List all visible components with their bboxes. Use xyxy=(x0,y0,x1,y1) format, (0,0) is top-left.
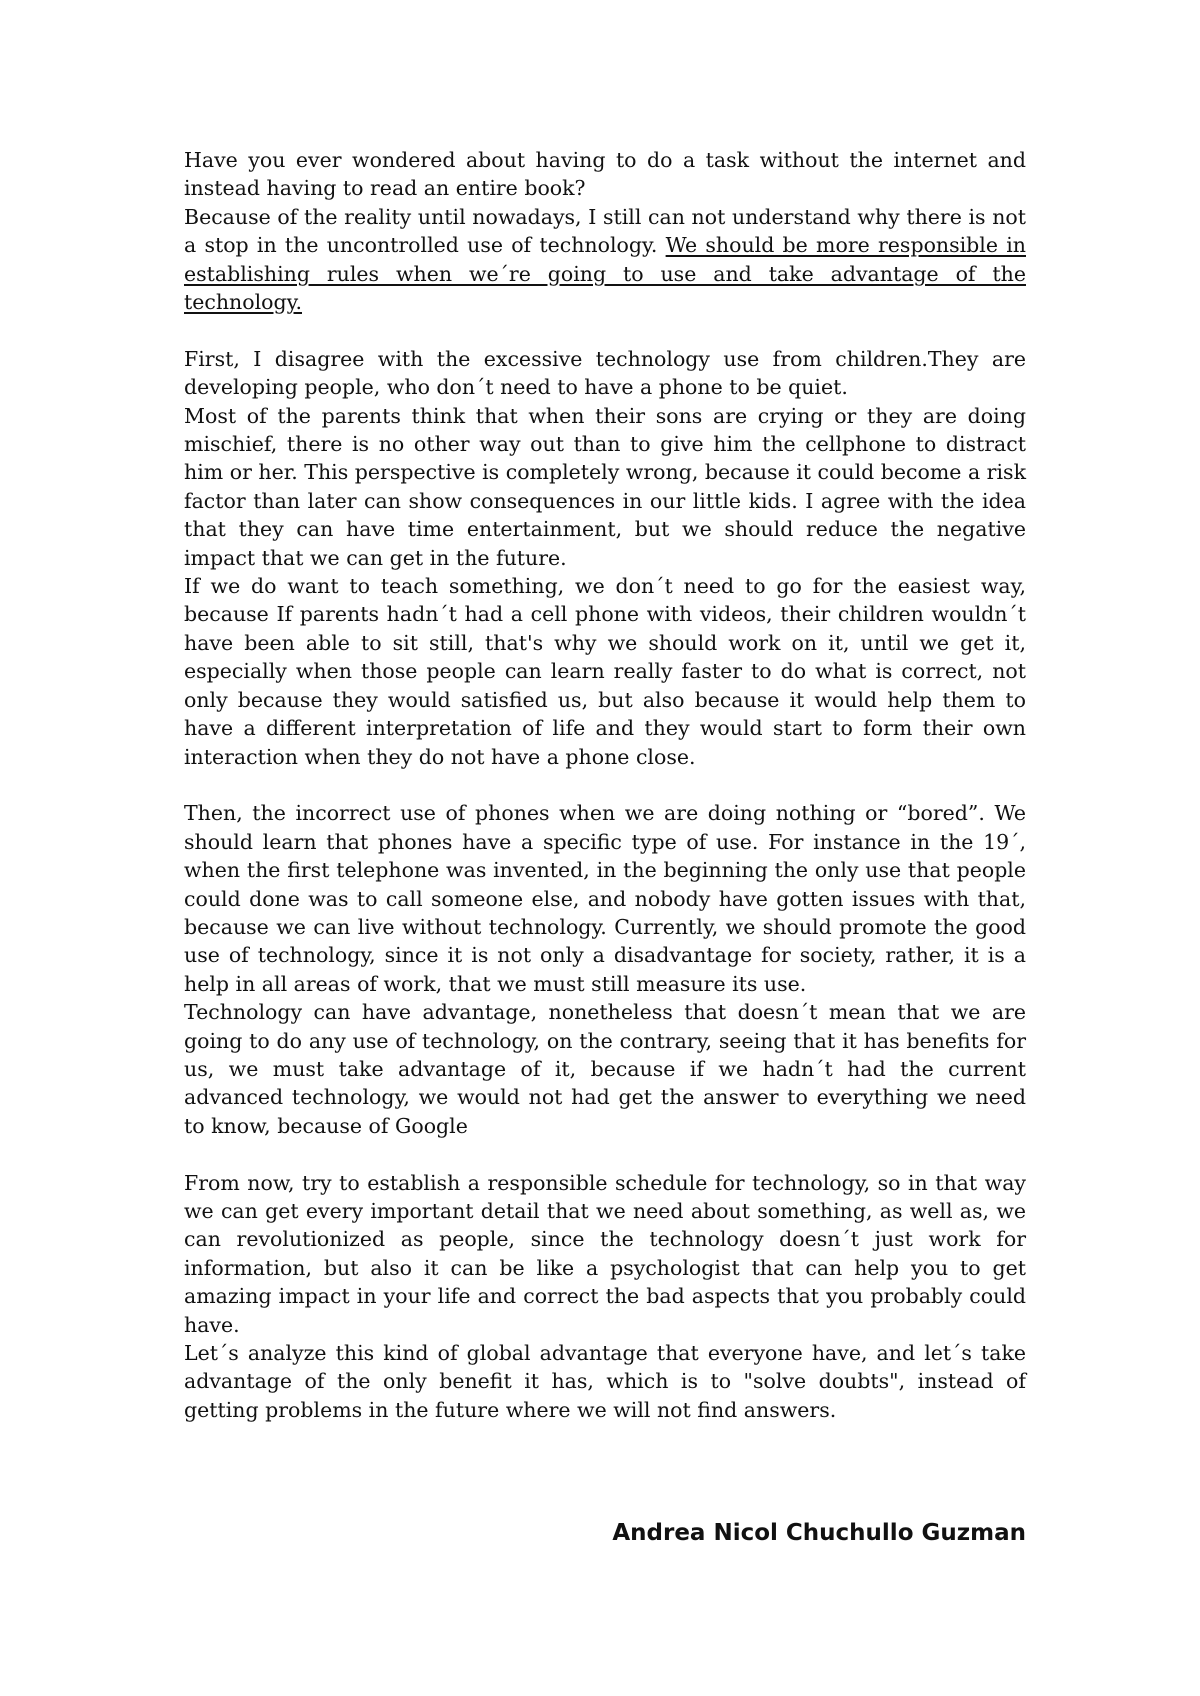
paragraph-gap xyxy=(184,316,1026,344)
author-signature: Andrea Nicol Chuchullo Guzman xyxy=(612,1520,1026,1546)
body2-advantage-paragraph: Technology can have advantage, nonetheless that doesn´t mean that we are going to do any use of technology, on the contrary, seeing that it has benefits for us, we must take advantage of it, because if we hadn´t had the current advanced technology, we would not had get the answer to everything we need to know, because of Google xyxy=(184,1000,1026,1138)
essay-body xyxy=(184,146,1026,1424)
paragraph-gap xyxy=(184,771,1026,799)
thesis-statement: We should be more responsible in establishing rules when we´re going to use and take advantage of the technology. xyxy=(184,233,1026,315)
body1-teaching-paragraph: If we do want to teach something, we don´t need to go for the easiest way, because If parents hadn´t had a cell phone with videos, their children wouldn´t have been able to sit still, that's why we should work on it, until we get it, especially when those people can learn really faster to do what is correct, not only because they would satisfied us, but also because it would help them to have a different interpretation of life and they would start to form their own interaction when they do not have a phone close. xyxy=(184,574,1026,769)
intro-context-text: Because of the reality until nowadays, I still can not understand why there is not a stop in the uncontrolled use of technology. xyxy=(184,204,1026,258)
body1-parents-paragraph: Most of the parents think that when their sons are crying or they are doing mischief, there is no other way out than to give him the cellphone to distract him or her. This perspective is completely wrong, because it could become a risk factor than later can show consequences in our little kids. I agree with the idea that they can have time entertainment, but we should reduce the negative impact that we can get in the future. xyxy=(184,403,1026,570)
conclusion-paragraph: From now, try to establish a responsible schedule for technology, so in that way we can get every important detail that we need about something, as well as, we can revolutionized as people, since the technology doesn´t just work for information, but also it can be like a psychologist that can help you to get amazing impact in your life and correct the bad aspects that you probably could have. xyxy=(184,1170,1026,1337)
body1-topic-paragraph: First, I disagree with the excessive technology use from children.They are developing people, who don´t need to have a phone to be quiet. xyxy=(184,346,1026,400)
paragraph-gap xyxy=(184,1140,1026,1168)
intro-thesis-paragraph xyxy=(184,203,1026,317)
closing-paragraph: Let´s analyze this kind of global advantage that everyone have, and let´s take advantage of the only benefit it has, which is to "solve doubts", instead of getting problems in the future where we will not find answers. xyxy=(184,1341,1026,1422)
intro-question: Have you ever wondered about having to do a task without the internet and instead having to read an entire book? xyxy=(184,148,1026,201)
body2-phones-paragraph: Then, the incorrect use of phones when we are doing nothing or “bored”. We should learn that phones have a specific type of use. For instance in the 19´, when the first telephone was invented, in the beginning the only use that people could done was to call someone else, and nobody have gotten issues with that, because we can live without technology. Currently, we should promote the good use of technology, since it is not only a disadvantage for society, rather, it is a help in all areas of work, that we must still measure its use. xyxy=(184,801,1026,996)
